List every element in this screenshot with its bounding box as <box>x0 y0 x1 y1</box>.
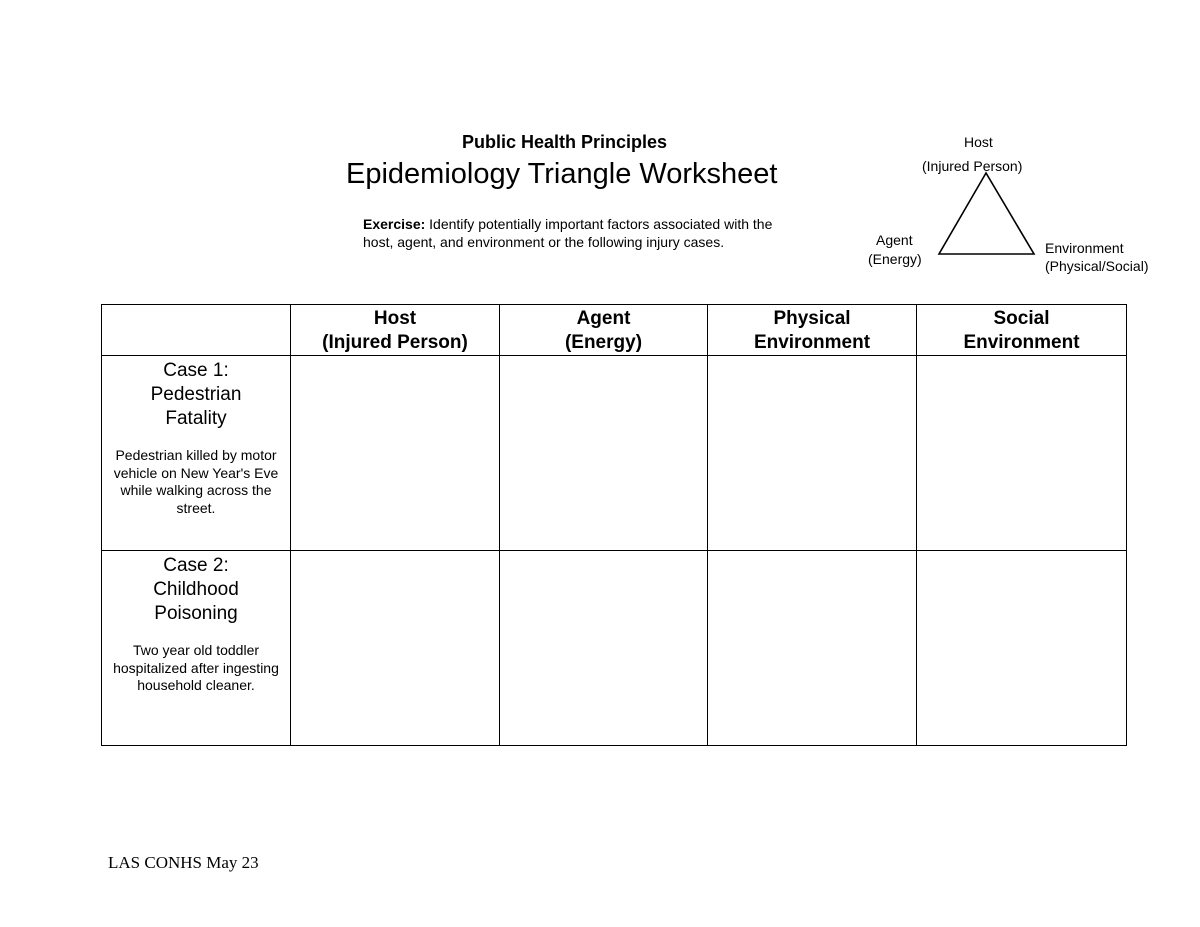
case-title-line: Case 1: <box>163 360 229 381</box>
page-title: Epidemiology Triangle Worksheet <box>346 158 778 190</box>
case-1-description: Pedestrian killed by motor vehicle on New Year's Eve while walking across the street. <box>113 447 279 516</box>
column-header-line2: (Energy) <box>564 332 643 353</box>
column-header-blank <box>102 305 291 356</box>
case-1-host-answer-cell[interactable] <box>291 356 500 551</box>
triangle-environment-label: Environment <box>1045 240 1124 256</box>
triangle-host-sublabel: (Injured Person) <box>922 158 1023 174</box>
column-header-physical-environment <box>708 305 917 356</box>
triangle-environment-sublabel: (Physical/Social) <box>1045 258 1149 274</box>
column-header-social-environment <box>917 305 1127 356</box>
case-title-line: Case 2: <box>163 555 229 576</box>
column-header-agent <box>500 305 708 356</box>
exercise-instructions <box>363 215 803 251</box>
column-header-line1: Physical <box>773 308 851 329</box>
case-2-physical-environment-answer-cell[interactable] <box>708 551 917 746</box>
triangle-agent-sublabel: (Energy) <box>868 251 922 267</box>
triangle-host-label: Host <box>964 134 993 150</box>
case-title-line: Pedestrian <box>150 384 242 405</box>
column-header-line1: Social <box>993 308 1050 329</box>
case-title-line: Childhood <box>153 579 239 600</box>
case-1-agent-answer-cell[interactable] <box>500 356 708 551</box>
triangle-icon <box>930 168 1042 260</box>
exercise-text: Identify potentially important factors associated with the host, agent, and environment or the following injury cases. <box>363 216 773 250</box>
course-name: Public Health Principles <box>462 132 668 152</box>
column-header-host <box>291 305 500 356</box>
case-1-physical-environment-answer-cell[interactable] <box>708 356 917 551</box>
table-row-case-2 <box>102 551 1127 746</box>
footer-text: LAS CONHS May 23 <box>108 853 259 872</box>
table-row-case-1 <box>102 356 1127 551</box>
case-title-line: Fatality <box>165 408 227 429</box>
column-header-line2: Environment <box>963 332 1080 353</box>
case-2-social-environment-answer-cell[interactable] <box>917 551 1127 746</box>
table-header-row <box>102 305 1127 356</box>
worksheet-table <box>101 304 1127 746</box>
case-2-description-cell <box>102 551 291 746</box>
triangle-agent-label: Agent <box>876 232 913 248</box>
case-2-title <box>102 551 290 626</box>
case-2-host-answer-cell[interactable] <box>291 551 500 746</box>
triangle-shape <box>939 173 1034 254</box>
case-1-social-environment-answer-cell[interactable] <box>917 356 1127 551</box>
case-1-description-cell <box>102 356 291 551</box>
column-header-line1: Agent <box>576 308 631 329</box>
case-title-line: Poisoning <box>154 603 238 624</box>
column-header-line2: Environment <box>753 332 871 353</box>
case-1-title <box>102 356 290 431</box>
column-header-line2: (Injured Person) <box>322 332 468 353</box>
exercise-label: Exercise: <box>363 216 426 232</box>
column-header-line1: Host <box>373 308 417 329</box>
case-2-agent-answer-cell[interactable] <box>500 551 708 746</box>
case-2-description: Two year old toddler hospitalized after ingesting household cleaner. <box>113 642 279 693</box>
